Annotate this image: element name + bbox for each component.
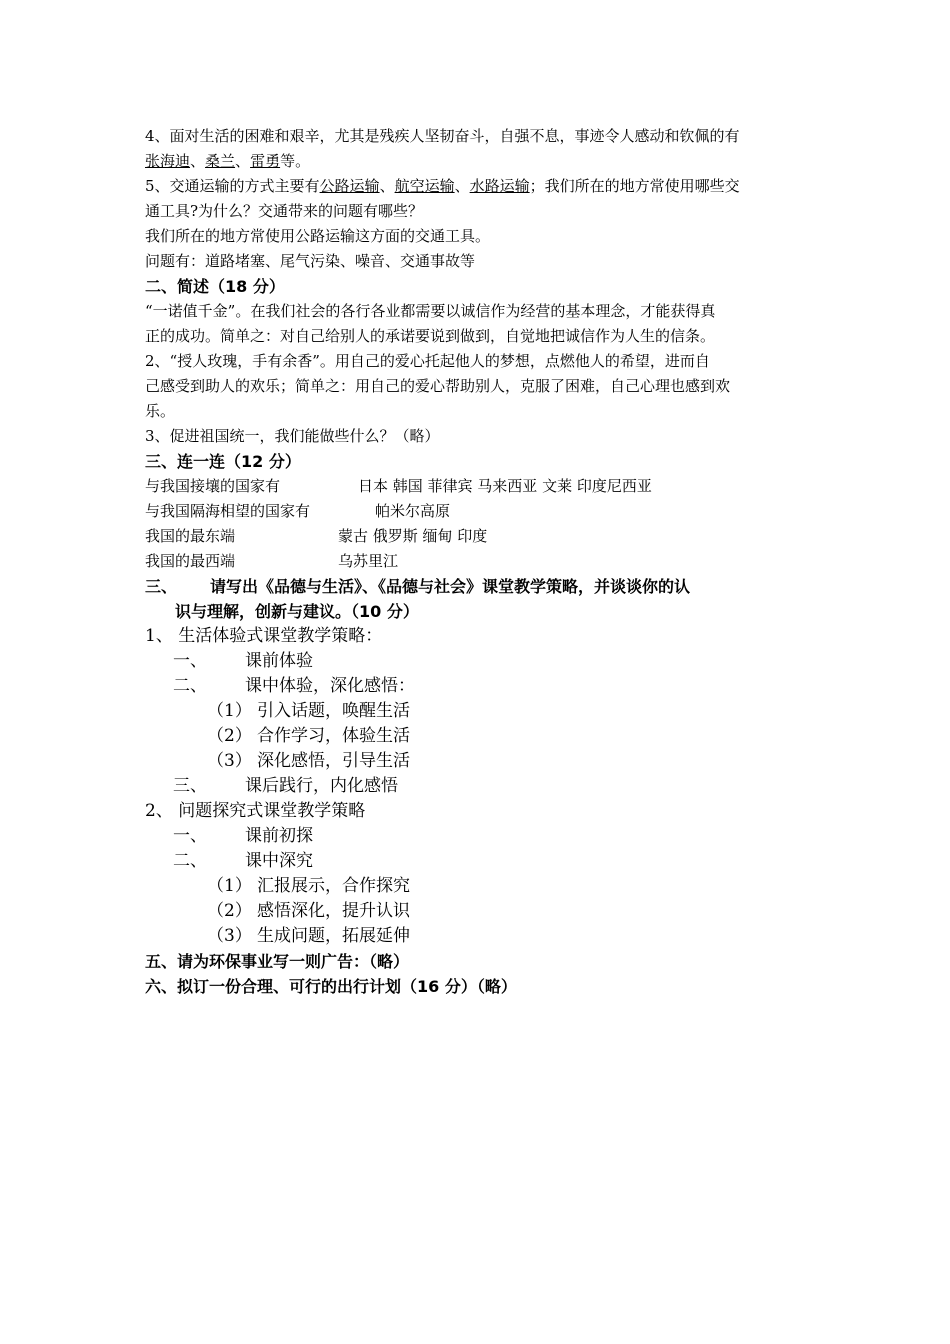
match-row: [145, 549, 815, 574]
section5-heading: 五、请为环保事业写一则广告：（略）: [145, 952, 410, 971]
match-left: 与我国接壤的国家有: [145, 477, 281, 495]
section4-heading-cont: 识与理解，创新与建议。（10 分）: [175, 602, 419, 621]
match-right: 帕米尔高原: [375, 502, 451, 520]
strategy-step: 二、 课中体验，深化感悟：: [173, 676, 415, 696]
name-lei-yong: 雷勇: [250, 152, 281, 170]
match-row: [145, 474, 815, 499]
q5-line2: 通工具?为什么？交通带来的问题有哪些？: [145, 202, 424, 220]
sec2-p2-line3: 乐。: [145, 402, 176, 420]
sec2-p1-line1: “一诺值千金”。在我们社会的各行各业都需要以诚信作为经营的基本理念，才能获得真: [145, 302, 716, 320]
sec2-p2-line2: 己感受到助人的欢乐；简单之：用自己的爱心帮助别人，克服了困难，自己心理也感到欢: [145, 377, 731, 395]
section4-heading: 三、 请写出《品德与生活》、《品德与社会》课堂教学策略，并谈谈你的认: [145, 577, 691, 596]
section2-heading: 二、简述（18 分）: [145, 277, 285, 296]
strategy-step: 三、 课后践行，内化感悟: [173, 776, 398, 796]
strategy2-title: 2、 问题探究式课堂教学策略: [145, 801, 366, 821]
q5-line3: 我们所在的地方常使用公路运输这方面的交通工具。: [145, 227, 491, 245]
strategy-substep: （1） 汇报展示，合作探究: [207, 876, 410, 896]
match-right: 日本 韩国 菲律宾 马来西亚 文莱 印度尼西亚: [358, 477, 652, 495]
q4-line2: 张海迪、桑兰、雷勇等。: [145, 152, 311, 170]
match-left: 与我国隔海相望的国家有: [145, 502, 311, 520]
sec2-p3: 3、促进祖国统一，我们能做些什么？（略）: [145, 427, 440, 445]
sec2-p2-line1: 2、“授人玫瑰，手有余香”。用自己的爱心托起他人的梦想，点燃他人的希望，进而自: [145, 352, 710, 370]
mode-air: 航空运输: [394, 177, 455, 195]
strategy-step: 一、 课前体验: [173, 651, 313, 671]
strategy1-title: 1、 生活体验式课堂教学策略：: [145, 626, 383, 646]
q4-line1: 4、面对生活的困难和艰辛，尤其是残疾人坚韧奋斗，自强不息，事迹令人感动和钦佩的有: [145, 127, 740, 145]
match-left: 我国的最东端: [145, 527, 236, 545]
q5-line1: 5、交通运输的方式主要有公路运输、航空运输、水路运输；我们所在的地方常使用哪些交: [145, 177, 740, 195]
document-page: [145, 124, 815, 999]
mode-road: 公路运输: [319, 177, 380, 195]
strategy-substep: （3） 生成问题，拓展延伸: [207, 926, 410, 946]
strategy-substep: （2） 感悟深化，提升认识: [207, 901, 410, 921]
strategy-substep: （3） 深化感悟，引导生活: [207, 751, 410, 771]
q5-line4: 问题有：道路堵塞、尾气污染、噪音、交通事故等: [145, 252, 476, 270]
match-row: [145, 524, 815, 549]
name-sang-lan: 桑兰: [205, 152, 236, 170]
strategy-substep: （1） 引入话题，唤醒生活: [207, 701, 410, 721]
strategy-step: 一、 课前初探: [173, 826, 313, 846]
section6-heading: 六、拟订一份合理、可行的出行计划（16 分）（略）: [145, 977, 517, 996]
strategy-substep: （2） 合作学习，体验生活: [207, 726, 410, 746]
section3-heading: 三、连一连（12 分）: [145, 452, 301, 471]
sec2-p1-line2: 正的成功。简单之：对自己给别人的承诺要说到做到，自觉地把诚信作为人生的信条。: [145, 327, 716, 345]
mode-water: 水路运输: [469, 177, 530, 195]
name-zhang-haidi: 张海迪: [145, 152, 191, 170]
match-right: 乌苏里江: [338, 552, 399, 570]
match-row: [145, 499, 815, 524]
strategy-step: 二、 课中深究: [173, 851, 313, 871]
match-left: 我国的最西端: [145, 552, 236, 570]
match-right: 蒙古 俄罗斯 缅甸 印度: [338, 527, 488, 545]
